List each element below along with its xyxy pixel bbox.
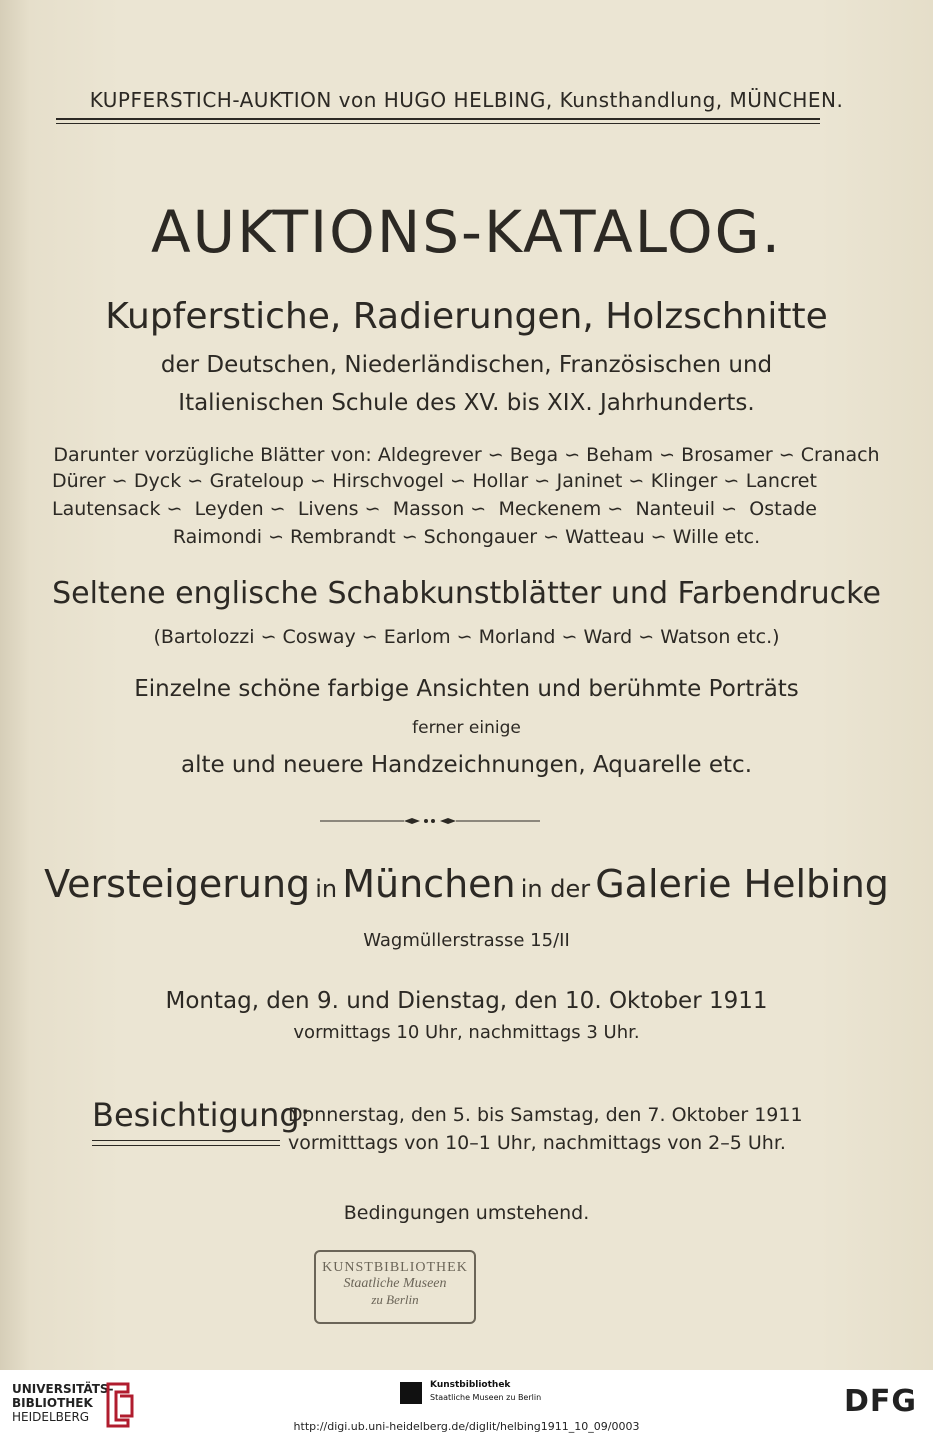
schools-line-1: der Deutschen, Niederländischen, Französischen und	[160, 352, 773, 378]
viewing-line-2: vormitttags von 10–1 Uhr, nachmittags von 2–5 Uhr.	[288, 1132, 786, 1154]
header-line: KUPFERSTICH-AUKTION von HUGO HELBING, Kunsthandlung, MÜNCHEN.	[89, 88, 844, 112]
auction-times: vormittags 10 Uhr, nachmittags 3 Uhr.	[293, 1022, 640, 1043]
auction-heading	[0, 862, 933, 906]
artist-name: Hollar ∽	[472, 470, 551, 492]
artist-name: Meckenem ∽	[498, 498, 624, 520]
artist-name: Lancret	[745, 470, 817, 492]
auction-word-galerie: Galerie Helbing	[595, 862, 889, 906]
header-rule-bottom	[56, 123, 820, 124]
auction-word-muenchen: München	[342, 862, 516, 906]
artists-line-2	[52, 470, 817, 492]
kunstbibliothek-mark-icon	[400, 1382, 422, 1404]
artist-name: Masson ∽	[392, 498, 487, 520]
viewing-underline-2	[92, 1145, 280, 1146]
auction-address: Wagmüllerstrasse 15/II	[363, 930, 570, 951]
kunstbibliothek-logo-line-2: Staatliche Museen zu Berlin	[430, 1393, 542, 1402]
auction-dates: Montag, den 9. und Dienstag, den 10. Oktober 1911	[165, 988, 768, 1014]
extras-line-3: alte und neuere Handzeichnungen, Aquarelle etc.	[180, 752, 753, 778]
artists-line-3	[52, 498, 817, 520]
artists-line-1: Darunter vorzügliche Blätter von: Aldegrever ∽ Bega ∽ Beham ∽ Brosamer ∽ Cranach	[53, 444, 880, 466]
artist-name: Klinger ∽	[650, 470, 740, 492]
extras-line-2: ferner einige	[412, 718, 521, 738]
artist-name: Ostade	[749, 498, 817, 520]
artist-name: Dyck ∽	[133, 470, 204, 492]
catalog-title: AUKTIONS-KATALOG.	[150, 198, 783, 266]
artist-name: Grateloup ∽	[209, 470, 326, 492]
auction-word-versteigerung: Versteigerung	[44, 862, 311, 906]
schools-line-2: Italienischen Schule des XV. bis XIX. Jahrhunderts.	[178, 390, 755, 416]
stamp-line-1: KUNSTBIBLIOTHEK	[322, 1260, 468, 1275]
english-names: (Bartolozzi ∽ Cosway ∽ Earlom ∽ Morland ∽ Ward ∽ Watson etc.)	[153, 626, 780, 648]
artist-name: Hirschvogel ∽	[332, 470, 466, 492]
artists-line-4: Raimondi ∽ Rembrandt ∽ Schongauer ∽ Watteau ∽ Wille etc.	[172, 526, 761, 548]
stamp-line-3: zu Berlin	[371, 1292, 419, 1307]
kunstbibliothek-logo[interactable]	[400, 1378, 550, 1412]
digitization-footer	[0, 1370, 933, 1437]
library-stamp	[314, 1250, 476, 1324]
heidelberg-logo-line-2: BIBLIOTHEK	[12, 1396, 93, 1410]
header-rule-top	[56, 118, 820, 120]
artist-name: Janinet ∽	[556, 470, 645, 492]
ornament-divider	[320, 816, 540, 826]
artist-name: Leyden ∽	[194, 498, 286, 520]
artist-name: Nanteuil ∽	[635, 498, 738, 520]
conditions-note: Bedingungen umstehend.	[343, 1202, 590, 1224]
artist-name: Lautensack ∽	[52, 498, 183, 520]
artist-name: Livens ∽	[297, 498, 381, 520]
catalog-subtitle: Kupferstiche, Radierungen, Holzschnitte	[105, 296, 828, 337]
auction-word-in: in	[315, 875, 338, 903]
auction-word-in-der: in der	[520, 875, 591, 903]
artist-name: Dürer ∽	[52, 470, 128, 492]
viewing-line-1: Donnerstag, den 5. bis Samstag, den 7. Oktober 1911	[288, 1104, 803, 1126]
dfg-logo[interactable]: DFG	[843, 1384, 917, 1419]
source-url[interactable]: http://digi.ub.uni-heidelberg.de/diglit/helbing1911_10_09/0003	[293, 1420, 640, 1433]
kunstbibliothek-logo-line-1: Kunstbibliothek	[430, 1380, 511, 1390]
english-heading: Seltene englische Schabkunstblätter und Farbendrucke	[52, 576, 881, 611]
heidelberg-logo-line-3: HEIDELBERG	[12, 1410, 90, 1424]
stamp-line-2: Staatliche Museen	[343, 1276, 447, 1291]
extras-line-1: Einzelne schöne farbige Ansichten und berühmte Porträts	[134, 676, 799, 702]
heidelberg-logo-line-1: UNIVERSITÄTS-	[12, 1382, 114, 1396]
viewing-label: Besichtigung:	[92, 1096, 311, 1134]
viewing-underline-1	[92, 1140, 280, 1141]
